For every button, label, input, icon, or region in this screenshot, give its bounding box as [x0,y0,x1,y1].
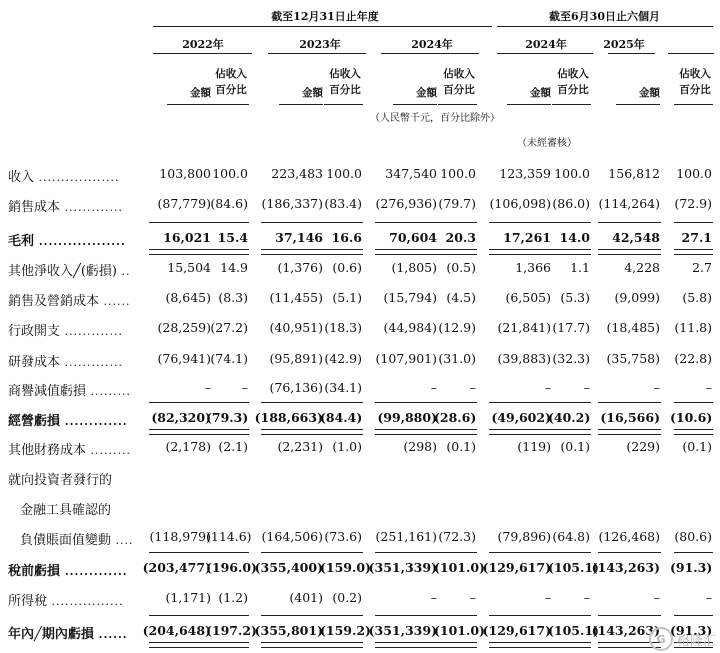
row-label [8,320,123,339]
subtotal-rule [489,552,552,553]
total-double-rule [674,249,713,255]
cell-amount: – [653,590,660,605]
cell-amount: (49,602) [491,410,551,425]
cell-pct: – [241,380,248,395]
total-double-rule [324,429,363,435]
cell-amount: (1,376) [277,260,323,275]
row-label [8,560,128,579]
cell-pct: – [705,590,712,605]
cell-pct: (159.0) [320,560,371,575]
cell-amount: (99,880) [377,410,437,425]
cell-pct: (0.5) [446,260,476,275]
cell-amount: (44,984) [383,320,437,335]
leader-dots: ...... [93,628,128,641]
subtotal-rule [261,402,324,403]
subtotal-rule [552,222,591,223]
cell-amount: (1,171) [165,590,211,605]
cell-amount: (76,941) [157,351,211,366]
leader-dots: ................ [47,595,124,608]
cell-pct: (0.6) [332,260,362,275]
unaudited-note: （未經審核） [517,138,577,149]
cell-pct: (17.7) [552,320,590,335]
cell-amount: – [430,380,437,395]
column-header-rule [616,104,660,105]
cell-amount: – [544,380,551,395]
year-rule [497,53,593,54]
total-double-rule [261,429,324,435]
subtotal-rule [324,552,363,553]
subtotal-rule [438,552,477,553]
header-group-6m: 截至6月30日止六個月 [549,10,660,23]
cell-pct: (83.4) [324,196,362,211]
leader-dots: ............. [60,415,128,428]
cell-pct: (32.3) [552,351,590,366]
subtotal-rule [324,615,363,616]
total-double-rule [489,249,552,255]
header-year: 2024年 [525,38,567,51]
cell-amount: (107,901) [375,351,437,366]
subtotal-rule [438,615,477,616]
header-year: 2022年 [182,38,224,51]
cell-amount: (355,400) [254,560,323,575]
total-double-rule [324,642,363,648]
row-label-text: 商譽減值虧損 [8,384,87,399]
leader-dots: ...... [99,295,131,308]
subtotal-rule [438,402,477,403]
subtotal-rule [489,402,552,403]
unit-note: （人民幣千元，百分比除外） [370,113,500,124]
year-rule [153,53,252,54]
total-double-rule [552,429,591,435]
total-double-rule [149,642,212,648]
subtotal-rule [552,552,591,553]
cell-pct: 100.0 [676,166,712,181]
cell-amount: (82,320) [151,410,211,425]
total-double-rule [375,429,438,435]
cell-pct: 100.0 [326,166,362,181]
row-label [8,623,128,642]
column-header-rule [167,104,211,105]
cell-pct: 14.9 [220,260,248,275]
cell-amount: – [653,380,660,395]
cell-amount: (6,505) [505,290,551,305]
subtotal-rule [489,222,552,223]
cell-amount: (39,883) [497,351,551,366]
cell-amount: (15,794) [383,290,437,305]
header-rule-6m [497,26,713,27]
row-label-text: 負債賬面值變動 [20,533,112,548]
cell-pct: 15.4 [217,230,248,245]
cell-amount: 15,504 [167,260,211,275]
column-header-rule [507,104,551,105]
cell-amount: – [204,380,211,395]
header-amount: 金額 [530,87,551,99]
header-rule-fy [153,26,492,27]
row-label-text: 所得稅 [8,594,48,609]
cell-amount: (106,098) [489,196,551,211]
row-label-text: 收入 [8,170,35,185]
cell-amount: (276,936) [375,196,437,211]
leader-dots: .................. [34,171,120,184]
cell-pct: (12.9) [438,320,476,335]
cell-amount: 37,146 [275,230,323,245]
cell-pct: (105.1) [548,623,599,638]
total-double-rule [210,429,249,435]
cell-pct: (1.0) [332,439,362,454]
watermark-text: 格隆汇 [676,633,716,649]
cell-pct: (0.1) [682,439,712,454]
cell-pct: (5.3) [560,290,590,305]
subtotal-rule [674,402,713,403]
header-year: 2024年 [411,38,453,51]
total-double-rule [489,642,552,648]
subtotal-rule [149,402,212,403]
leader-dots: ............. [60,201,123,214]
total-double-rule [552,642,591,648]
cell-amount: (251,161) [375,529,437,544]
cell-amount: (186,337) [261,196,323,211]
subtotal-rule [261,552,324,553]
row-label-text: 毛利 [8,234,35,249]
row-label [8,290,131,309]
row-label [8,166,119,185]
column-header-rule [552,104,591,105]
row-label [8,196,123,215]
cell-pct: 16.6 [331,230,362,245]
cell-pct: (196.0) [206,560,257,575]
cell-amount: (126,468) [598,529,660,544]
cell-amount: (40,951) [269,320,323,335]
cell-pct: (86.0) [552,196,590,211]
cell-amount: (204,648) [142,623,211,638]
cell-pct: – [469,380,476,395]
cell-pct: 100.0 [212,166,248,181]
header-pct-of-revenue: 佔收入百分比 [557,68,589,96]
header-pct-of-revenue: 佔收入百分比 [329,68,361,96]
cell-amount: 223,483 [271,166,323,181]
cell-amount: 17,261 [503,230,551,245]
leader-dots: ............. [60,325,123,338]
column-header-rule [324,104,363,105]
row-label [8,380,131,399]
cell-pct: (64.8) [552,529,590,544]
subtotal-rule [552,615,591,616]
subtotal-rule [674,552,713,553]
total-double-rule [324,249,363,255]
header-group-fy: 截至12月31日止年度 [271,10,379,23]
subtotal-rule [438,222,477,223]
cell-amount: 4,228 [624,260,660,275]
watermark [649,627,716,651]
cell-pct: (79.7) [438,196,476,211]
row-label-text: 研發成本 [8,355,61,370]
cell-amount: (114,264) [598,196,660,211]
cell-amount: (129,617) [482,560,551,575]
total-double-rule [674,429,713,435]
row-label-line: 就向投資者發行的 [8,473,113,488]
year-rule [668,53,714,54]
row-label-text: 銷售成本 [8,200,61,215]
cell-amount: (188,663) [254,410,323,425]
cell-pct: (84.6) [210,196,248,211]
subtotal-rule [375,552,438,553]
total-double-rule [598,429,661,435]
cell-pct: (91.3) [670,560,713,575]
cell-pct: (72.3) [438,529,476,544]
subtotal-rule [375,222,438,223]
header-amount: 金額 [639,87,660,99]
cell-pct: 100.0 [554,166,590,181]
row-label-text: 其他淨收入╱(虧損) [8,264,117,279]
subtotal-rule [674,222,713,223]
cell-pct: (5.8) [682,290,712,305]
cell-pct: (101.0) [434,560,485,575]
row-label [8,439,131,458]
total-double-rule [438,642,477,648]
cell-amount: 103,800 [159,166,211,181]
cell-amount: (355,801) [254,623,323,638]
header-amount: 金額 [190,87,211,99]
total-double-rule [438,249,477,255]
cell-pct: (18.3) [324,320,362,335]
subtotal-rule [261,222,324,223]
subtotal-rule [598,222,661,223]
row-label [8,260,130,279]
header-amount: 金額 [416,87,437,99]
cell-pct: (74.1) [210,351,248,366]
cell-pct: – [583,590,590,605]
column-header-rule [674,104,713,105]
cell-amount: (35,758) [606,351,660,366]
cell-amount: (203,477) [142,560,211,575]
cell-pct: (80.6) [674,529,712,544]
header-pct-of-revenue: 佔收入百分比 [443,68,475,96]
subtotal-rule [149,222,212,223]
row-label [20,529,134,548]
row-label [8,351,123,370]
cell-pct: (22.8) [674,351,712,366]
cell-pct: (0.2) [332,590,362,605]
cell-pct: 27.1 [681,230,712,245]
cell-amount: (298) [403,439,437,454]
cell-pct: – [583,380,590,395]
row-label-text: 年內╱期內虧損 [8,627,94,642]
column-header-rule [210,104,249,105]
cell-amount: (351,339) [368,560,437,575]
gelonghui-logo-icon: G [649,627,673,651]
cell-pct: (2.1) [218,439,248,454]
subtotal-rule [261,615,324,616]
cell-amount: (8,645) [165,290,211,305]
cell-pct: (27.2) [210,320,248,335]
cell-amount: 16,021 [163,230,211,245]
cell-amount: (87,779) [157,196,211,211]
cell-pct: 1.1 [570,260,590,275]
row-label [8,410,128,429]
leader-dots: ............. [60,356,123,369]
cell-amount: 347,540 [385,166,437,181]
cell-pct: (42.9) [324,351,362,366]
cell-amount: (79,896) [497,529,551,544]
row-label-text: 稅前虧損 [8,564,61,579]
subtotal-rule [375,615,438,616]
cell-amount: (401) [289,590,323,605]
row-label-text: 銷售及營銷成本 [8,294,100,309]
subtotal-rule [489,615,552,616]
cell-pct: 14.0 [559,230,590,245]
cell-amount: (95,891) [269,351,323,366]
cell-pct: 2.7 [692,260,712,275]
cell-pct: – [705,380,712,395]
leader-dots: ......... [86,385,131,398]
row-label [8,230,126,249]
header-year: 2023年 [299,38,341,51]
cell-amount: (1,805) [391,260,437,275]
subtotal-rule [598,402,661,403]
cell-pct: (101.0) [434,623,485,638]
subtotal-rule [598,552,661,553]
header-amount: 金額 [302,87,323,99]
leader-dots: ............. [60,565,128,578]
cell-pct: (8.3) [218,290,248,305]
year-rule [268,53,366,54]
total-double-rule [210,642,249,648]
total-double-rule [552,249,591,255]
cell-amount: 156,812 [608,166,660,181]
cell-pct: (0.1) [560,439,590,454]
cell-pct: (4.5) [446,290,476,305]
cell-amount: (16,566) [600,410,660,425]
column-header-rule [279,104,323,105]
cell-amount: (11,455) [269,290,323,305]
cell-amount: (143,263) [591,560,660,575]
subtotal-rule [210,552,249,553]
cell-pct: (72.9) [674,196,712,211]
cell-amount: – [544,590,551,605]
cell-amount: (9,099) [614,290,660,305]
cell-pct: (40.2) [548,410,591,425]
total-double-rule [375,249,438,255]
subtotal-rule [598,615,661,616]
subtotal-rule [210,615,249,616]
cell-amount: – [430,590,437,605]
total-double-rule [598,249,661,255]
row-label-line: 金融工具確認的 [20,503,112,518]
cell-amount: (119) [517,439,551,454]
total-double-rule [210,249,249,255]
cell-amount: 70,604 [389,230,437,245]
header-year: 2025年 [603,38,645,51]
header-pct-of-revenue: 佔收入百分比 [679,68,711,96]
cell-amount: (129,617) [482,623,551,638]
row-label-text: 行政開支 [8,324,61,339]
row-label-text: 經營虧損 [8,414,61,429]
cell-amount: 1,366 [515,260,551,275]
subtotal-rule [149,615,212,616]
cell-amount: (118,979) [149,529,211,544]
cell-pct: 20.3 [445,230,476,245]
cell-pct: (0.1) [446,439,476,454]
total-double-rule [438,429,477,435]
column-header-rule [393,104,437,105]
total-double-rule [149,249,212,255]
subtotal-rule [324,402,363,403]
cell-amount: (18,485) [606,320,660,335]
cell-pct: 100.0 [440,166,476,181]
cell-pct: (79.3) [206,410,249,425]
year-rule [381,53,479,54]
cell-amount: (351,339) [368,623,437,638]
total-double-rule [261,249,324,255]
cell-amount: 42,548 [612,230,660,245]
cell-amount: (229) [626,439,660,454]
cell-amount: (2,178) [165,439,211,454]
leader-dots: .... [111,534,134,547]
subtotal-rule [210,222,249,223]
cell-pct: (31.0) [438,351,476,366]
cell-pct: (11.8) [674,320,712,335]
total-double-rule [489,429,552,435]
cell-pct: (1.2) [218,590,248,605]
year-rule [608,53,655,54]
cell-pct: (28.6) [434,410,477,425]
cell-amount: (164,506) [261,529,323,544]
subtotal-rule [674,615,713,616]
row-label-text: 其他財務成本 [8,443,87,458]
subtotal-rule [210,402,249,403]
cell-pct: (105.1) [548,560,599,575]
cell-pct: (73.6) [324,529,362,544]
leader-dots: ......... [86,444,131,457]
total-double-rule [149,429,212,435]
subtotal-rule [324,222,363,223]
cell-amount: (28,259) [157,320,211,335]
header-pct-of-revenue: 佔收入百分比 [215,68,247,96]
total-double-rule [261,642,324,648]
cell-amount: (2,231) [277,439,323,454]
cell-pct: (84.4) [320,410,363,425]
leader-dots: .................. [34,235,126,248]
cell-pct: (5.1) [332,290,362,305]
total-double-rule [375,642,438,648]
subtotal-rule [375,402,438,403]
cell-pct: (34.1) [324,380,362,395]
cell-pct: (197.2) [206,623,257,638]
cell-amount: 123,359 [499,166,551,181]
column-header-rule [438,104,477,105]
cell-pct: (91.3) [670,623,713,638]
cell-pct: (159.2) [320,623,371,638]
row-label [8,590,123,609]
cell-amount: (143,263) [591,623,660,638]
cell-pct: (114.6) [206,529,252,544]
leader-dots: .. [116,265,131,278]
cell-pct: – [469,590,476,605]
cell-amount: (76,136) [269,380,323,395]
cell-pct: (10.6) [670,410,713,425]
subtotal-rule [149,552,212,553]
subtotal-rule [552,402,591,403]
cell-amount: (21,841) [497,320,551,335]
